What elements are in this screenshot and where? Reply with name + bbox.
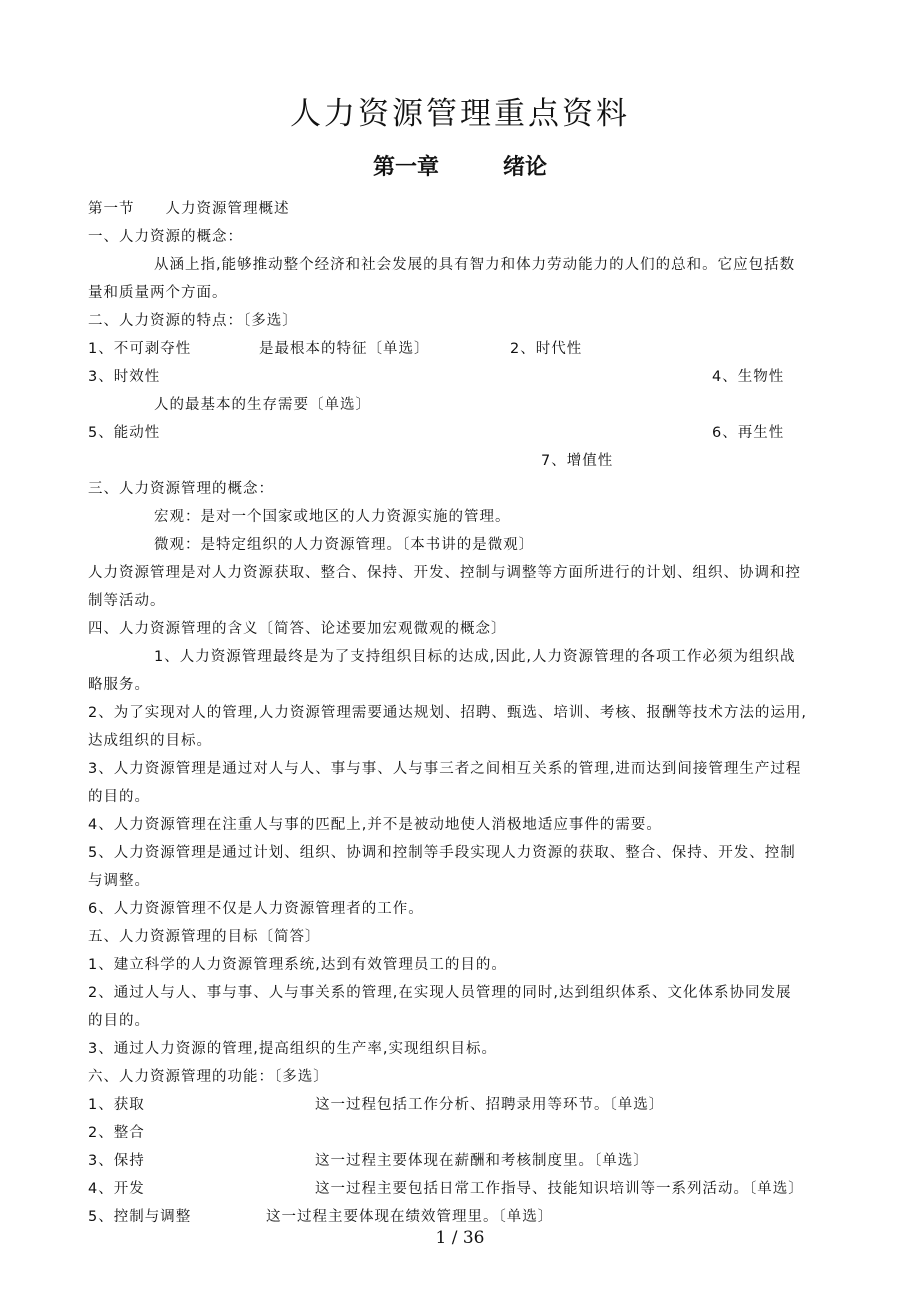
feature-item: 3、时效性 xyxy=(88,369,161,385)
paragraph-line: 6、人力资源管理不仅是人力资源管理者的工作。 xyxy=(88,901,424,917)
paragraph-line: 量和质量两个方面。 xyxy=(88,285,228,301)
paragraph-line: 3、通过人力资源的管理,提高组织的生产率,实现组织目标。 xyxy=(88,1041,497,1057)
heading-functions: 六、人力资源管理的功能：〔多选〕 xyxy=(88,1069,329,1085)
paragraph-line: 与调整。 xyxy=(88,873,150,889)
feature-note: 是最根本的特征〔单选〕 xyxy=(259,341,430,357)
paragraph-line: 宏观：是对一个国家或地区的人力资源实施的管理。 xyxy=(154,509,511,525)
feature-note: 人的最基本的生存需要〔单选〕 xyxy=(154,397,371,413)
paragraph-line: 4、人力资源管理在注重人与事的匹配上,并不是被动地使人消极地适应事件的需要。 xyxy=(88,817,662,833)
heading-goals: 五、人力资源管理的目标〔简答〕 xyxy=(88,929,321,945)
paragraph-line: 略服务。 xyxy=(88,677,150,693)
feature-item: 2、时代性 xyxy=(510,341,583,357)
paragraph-line: 3、人力资源管理是通过对人与人、事与事、人与事三者之间相互关系的管理,进而达到间接管理生产过程 xyxy=(88,761,802,777)
heading-hrm-concept: 三、人力资源管理的概念： xyxy=(88,481,274,497)
chapter-heading xyxy=(0,150,920,181)
paragraph-line: 人力资源管理是对人力资源获取、整合、保持、开发、控制与调整等方面所进行的计划、组织、协调和控 xyxy=(88,565,801,581)
paragraph-line: 从涵上指,能够推动整个经济和社会发展的具有智力和体力劳动能力的人们的总和。它应包括数 xyxy=(154,257,796,273)
paragraph-line: 2、为了实现对人的管理,人力资源管理需要通达规划、招聘、甄选、培训、考核、报酬等技术方法的运用, xyxy=(88,705,807,721)
paragraph-line: 的目的。 xyxy=(88,789,150,805)
feature-item: 5、能动性 xyxy=(88,425,161,441)
paragraph-line: 1、人力资源管理最终是为了支持组织目标的达成,因此,人力资源管理的各项工作必须为组织战 xyxy=(154,649,796,665)
paragraph-line: 制等活动。 xyxy=(88,593,166,609)
function-item: 2、整合 xyxy=(88,1125,145,1141)
paragraph-line: 的目的。 xyxy=(88,1013,150,1029)
function-note: 这一过程主要体现在绩效管理里。〔单选〕 xyxy=(266,1209,554,1225)
paragraph-line: 1、建立科学的人力资源管理系统,达到有效管理员工的目的。 xyxy=(88,957,507,973)
function-note: 这一过程主要包括日常工作指导、技能知识培训等一系列活动。〔单选〕 xyxy=(315,1181,804,1197)
paragraph-line: 微观：是特定组织的人力资源管理。〔本书讲的是微观〕 xyxy=(154,537,535,553)
function-item: 5、控制与调整 xyxy=(88,1209,192,1225)
heading-concept: 一、人力资源的概念： xyxy=(88,229,243,245)
feature-item: 6、再生性 xyxy=(712,425,785,441)
feature-item: 1、不可剥夺性 xyxy=(88,341,192,357)
paragraph-line: 5、人力资源管理是通过计划、组织、协调和控制等手段实现人力资源的获取、整合、保持、开发、控制 xyxy=(88,845,796,861)
function-note: 这一过程主要体现在薪酬和考核制度里。〔单选〕 xyxy=(315,1153,649,1169)
heading-features: 二、人力资源的特点：〔多选〕 xyxy=(88,313,298,329)
chapter-number: 第一章 xyxy=(372,155,439,180)
page-number: 1 / 36 xyxy=(435,1228,485,1248)
function-note: 这一过程包括工作分析、招聘录用等环节。〔单选〕 xyxy=(315,1097,665,1113)
paragraph-line: 达成组织的目标。 xyxy=(88,733,212,749)
chapter-name: 绪论 xyxy=(503,155,548,180)
section-heading: 第一节 人力资源管理概述 xyxy=(88,201,290,217)
document-title: 人力资源管理重点资料 xyxy=(290,96,630,132)
function-item: 4、开发 xyxy=(88,1181,145,1197)
feature-item: 7、增值性 xyxy=(541,453,614,469)
function-item: 1、获取 xyxy=(88,1097,145,1113)
function-item: 3、保持 xyxy=(88,1153,145,1169)
paragraph-line: 2、通过人与人、事与事、人与事关系的管理,在实现人员管理的同时,达到组织体系、文化体系协同发展 xyxy=(88,985,792,1001)
heading-meaning: 四、人力资源管理的含义〔简答、论述要加宏观微观的概念〕 xyxy=(88,621,507,637)
feature-item: 4、生物性 xyxy=(712,369,785,385)
